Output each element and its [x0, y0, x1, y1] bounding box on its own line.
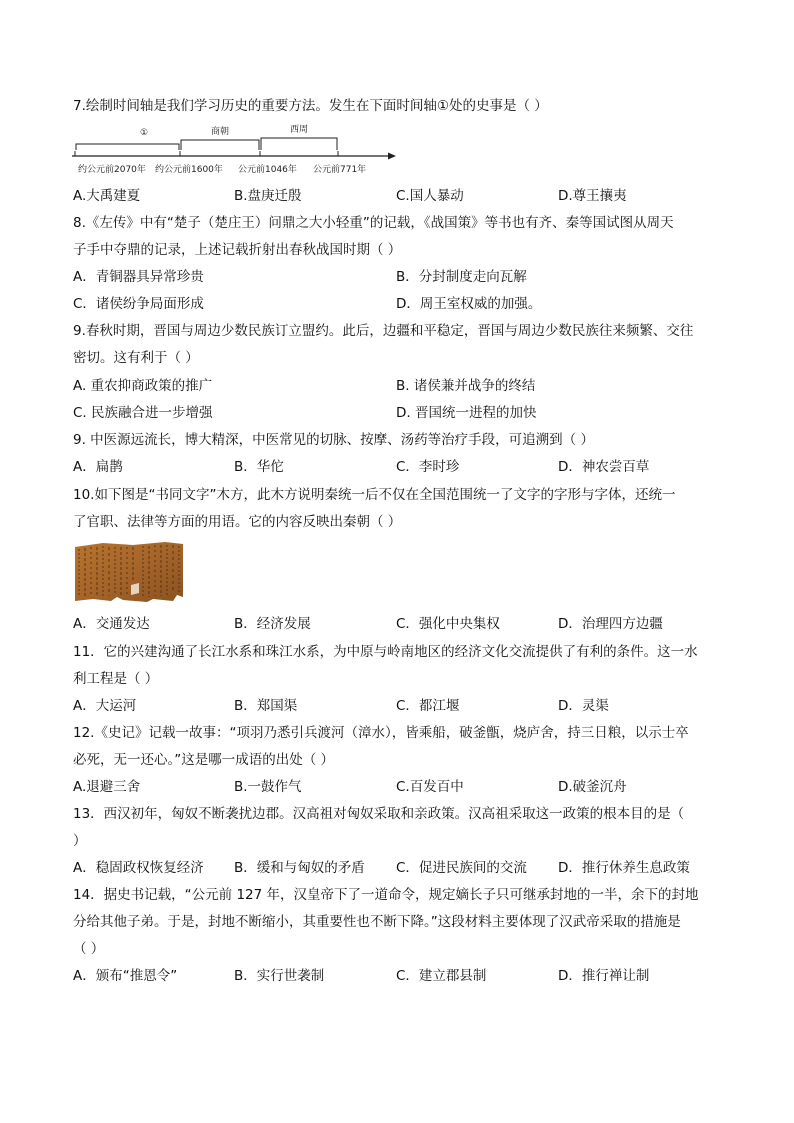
q13-option-d[interactable]: D．推行休养生息政策: [558, 860, 690, 876]
q7-stem: 7.绘制时间轴是我们学习历史的重要方法。发生在下面时间轴①处的史事是（ ）: [73, 98, 548, 114]
q14-option-b[interactable]: B．实行世袭制: [234, 968, 325, 984]
q13-option-a[interactable]: A．稳固政权恢复经济: [73, 860, 204, 876]
q12-option-d[interactable]: D.破釜沉舟: [558, 779, 627, 795]
q14-option-a[interactable]: A．颁布“推恩令”: [73, 968, 178, 984]
q9b-option-b[interactable]: B．华佗: [234, 459, 284, 475]
period-bracket-2: [181, 140, 259, 150]
q11-option-c[interactable]: C．都江堰: [396, 698, 460, 714]
q14-option-c[interactable]: C．建立郡县制: [396, 968, 487, 984]
q9b-option-a[interactable]: A．扁鹊: [73, 459, 123, 475]
q12-stem-line-1: 12.《史记》记载一故事：“项羽乃悉引兵渡河（漳水），皆乘船，破釜甑，烧庐舍，持三日粮，以示士卒: [73, 725, 689, 741]
q12-option-a[interactable]: A.退避三舍: [73, 779, 141, 795]
q9a-stem-line-1: 9.春秋时期，晋国与周边少数民族订立盟约。此后，边疆和平稳定，晋国与周边少数民族往来频繁、交往: [73, 323, 694, 339]
period-label: 西周: [289, 125, 309, 135]
q9b-option-c[interactable]: C．李时珍: [396, 459, 460, 475]
q12-option-b[interactable]: B.一鼓作气: [234, 779, 302, 795]
q7-option-a[interactable]: A.大禹建夏: [73, 188, 141, 204]
q12-stem-line-2: 必死，无一还心。”这是哪一成语的出处（ ）: [73, 752, 335, 768]
q10-option-d[interactable]: D．治理四方边疆: [558, 616, 663, 632]
q14-stem-line-1: 14．据史书记载，“公元前 127 年，汉皇帝下了一道命令，规定嫡长子只可继承封地的一半，余下的封地: [73, 887, 699, 903]
q11-stem-line-1: 11．它的兴建沟通了长江水系和珠江水系，为中原与岭南地区的经济文化交流提供了有利的条件。这一水: [73, 644, 698, 660]
date-label: 公元前1046年: [238, 165, 297, 175]
q9b-stem: 9. 中医源远流长，博大精深，中医常见的切脉、按摩、汤药等治疗手段，可追溯到（ ）: [73, 432, 594, 448]
q7-option-c[interactable]: C.国人暴动: [396, 188, 464, 204]
q9a-option-a[interactable]: A. 重农抑商政策的推广: [73, 378, 213, 394]
q11-stem-line-2: 利工程是（ ）: [73, 671, 159, 687]
q9a-option-d[interactable]: D. 晋国统一进程的加快: [396, 405, 537, 421]
q14-option-d[interactable]: D．推行禅让制: [558, 968, 650, 984]
q9a-option-b[interactable]: B. 诸侯兼并战争的终结: [396, 378, 536, 394]
q11-option-d[interactable]: D．灵渠: [558, 698, 609, 714]
q7-option-b[interactable]: B.盘庚迁殷: [234, 188, 302, 204]
q14-stem-line-2: 分给其他子弟。于是，封地不断缩小，其重要性也不断下降。”这段材料主要体现了汉武帝采取的措施是: [73, 914, 681, 930]
q9b-option-d[interactable]: D．神农尝百草: [558, 459, 650, 475]
q10-option-b[interactable]: B．经济发展: [234, 616, 311, 632]
period-bracket-1: [76, 144, 179, 150]
q8-option-b[interactable]: B．分封制度走向瓦解: [396, 269, 527, 285]
q9a-stem-line-2: 密切。这有利于（ ）: [73, 350, 199, 366]
q9a-option-c[interactable]: C. 民族融合进一步增强: [73, 405, 213, 421]
q8-option-d[interactable]: D．周王室权威的加强。: [396, 296, 542, 312]
q13-stem-line-2: ）: [73, 833, 87, 849]
q8-stem-line-2: 子手中夺鼎的记录，上述记载折射出春秋战国时期（ ）: [73, 242, 402, 258]
q11-option-a[interactable]: A．大运河: [73, 698, 137, 714]
period-bracket-3: [261, 138, 337, 150]
q11-option-b[interactable]: B．郑国渠: [234, 698, 298, 714]
q8-option-a[interactable]: A．青铜器具异常珍贵: [73, 269, 204, 285]
q13-stem-line-1: 13．西汉初年，匈奴不断袭扰边郡。汉高祖对匈奴采取和亲政策。汉高祖采取这一政策的根本目的是（: [73, 806, 685, 822]
period-label: 商朝: [210, 127, 230, 137]
q7-option-d[interactable]: D.尊王攘夷: [558, 188, 627, 204]
timeline-arrow: [388, 153, 396, 160]
date-label: 约公元前2070年: [78, 165, 146, 175]
q8-option-c[interactable]: C．诸侯纷争局面形成: [73, 296, 204, 312]
q10-option-a[interactable]: A．交通发达: [73, 616, 150, 632]
q8-stem-line-1: 8.《左传》中有“楚子（楚庄王）问鼎之大小轻重”的记载，《战国策》等书也有齐、秦等国试图从周天: [73, 215, 674, 231]
q12-option-c[interactable]: C.百发百中: [396, 779, 464, 795]
q14-stem-line-3: （ ）: [73, 941, 105, 957]
date-label: 公元前771年: [313, 165, 367, 175]
q13-option-b[interactable]: B．缓和与匈奴的矛盾: [234, 860, 365, 876]
q10-option-c[interactable]: C．强化中央集权: [396, 616, 500, 632]
q7-timeline: [70, 120, 400, 182]
wooden-tablet-image: [73, 541, 185, 603]
date-label: 约公元前1600年: [155, 165, 223, 175]
q10-stem-line-1: 10.如下图是“书同文字”木方，此木方说明秦统一后不仅在全国范围统一了文字的字形与字体，还统一: [73, 487, 676, 503]
period-label: ①: [139, 128, 149, 138]
q10-stem-line-2: 了官职、法律等方面的用语。它的内容反映出秦朝（ ）: [73, 514, 402, 530]
q13-option-c[interactable]: C．促进民族间的交流: [396, 860, 527, 876]
